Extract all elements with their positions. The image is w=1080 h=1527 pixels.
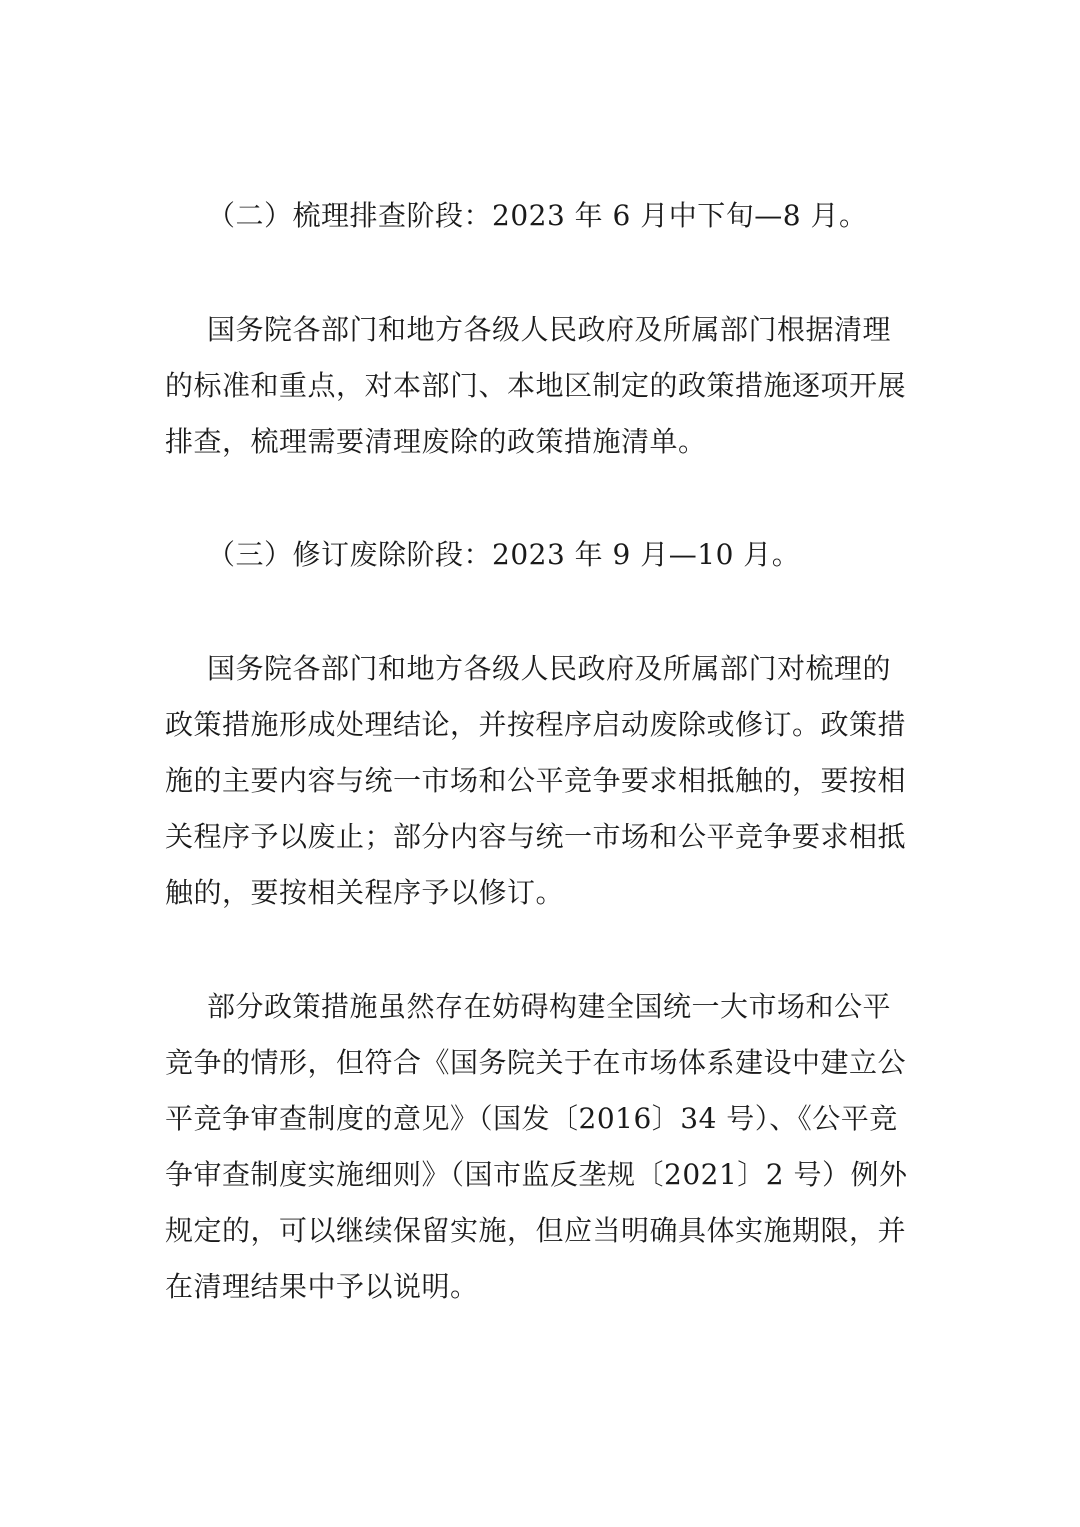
section-2-body	[165, 302, 917, 470]
body-line: 国务院各部门和地方各级人民政府及所属部门根据清理	[207, 313, 892, 346]
body-line: 竞争的情形，但符合《国务院关于在市场体系建设中建立公	[165, 1046, 907, 1079]
body-line: 触的，要按相关程序予以修订。	[165, 876, 565, 909]
body-line: 在清理结果中予以说明。	[165, 1270, 479, 1303]
body-line: 规定的，可以继续保留实施，但应当明确具体实施期限，并	[165, 1214, 907, 1247]
body-line: 关程序予以废止；部分内容与统一市场和公平竞争要求相抵	[165, 820, 907, 853]
body-line: 的标准和重点，对本部门、本地区制定的政策措施逐项开展	[165, 369, 907, 402]
body-line: 排查，梳理需要清理废除的政策措施清单。	[165, 425, 707, 458]
body-line: 争审查制度实施细则》（国市监反垄规〔2021〕2 号）例外	[165, 1158, 908, 1191]
body-line: 国务院各部门和地方各级人民政府及所属部门对梳理的	[207, 652, 892, 685]
section-2-heading-text: （二）梳理排查阶段：2023 年 6 月中下旬—8 月。	[207, 199, 868, 232]
exceptions-paragraph	[165, 979, 917, 1315]
body-line: 施的主要内容与统一市场和公平竞争要求相抵触的，要按相	[165, 764, 907, 797]
body-line: 政策措施形成处理结论，并按程序启动废除或修订。政策措	[165, 708, 907, 741]
section-3-body	[165, 641, 917, 921]
section-3-heading-text: （三）修订废除阶段：2023 年 9 月—10 月。	[207, 538, 801, 571]
body-line: 平竞争审查制度的意见》（国发〔2016〕34 号）、《公平竞	[165, 1102, 898, 1135]
section-3-heading	[165, 527, 917, 583]
section-2-heading	[165, 188, 917, 244]
body-line: 部分政策措施虽然存在妨碍构建全国统一大市场和公平	[207, 990, 892, 1023]
